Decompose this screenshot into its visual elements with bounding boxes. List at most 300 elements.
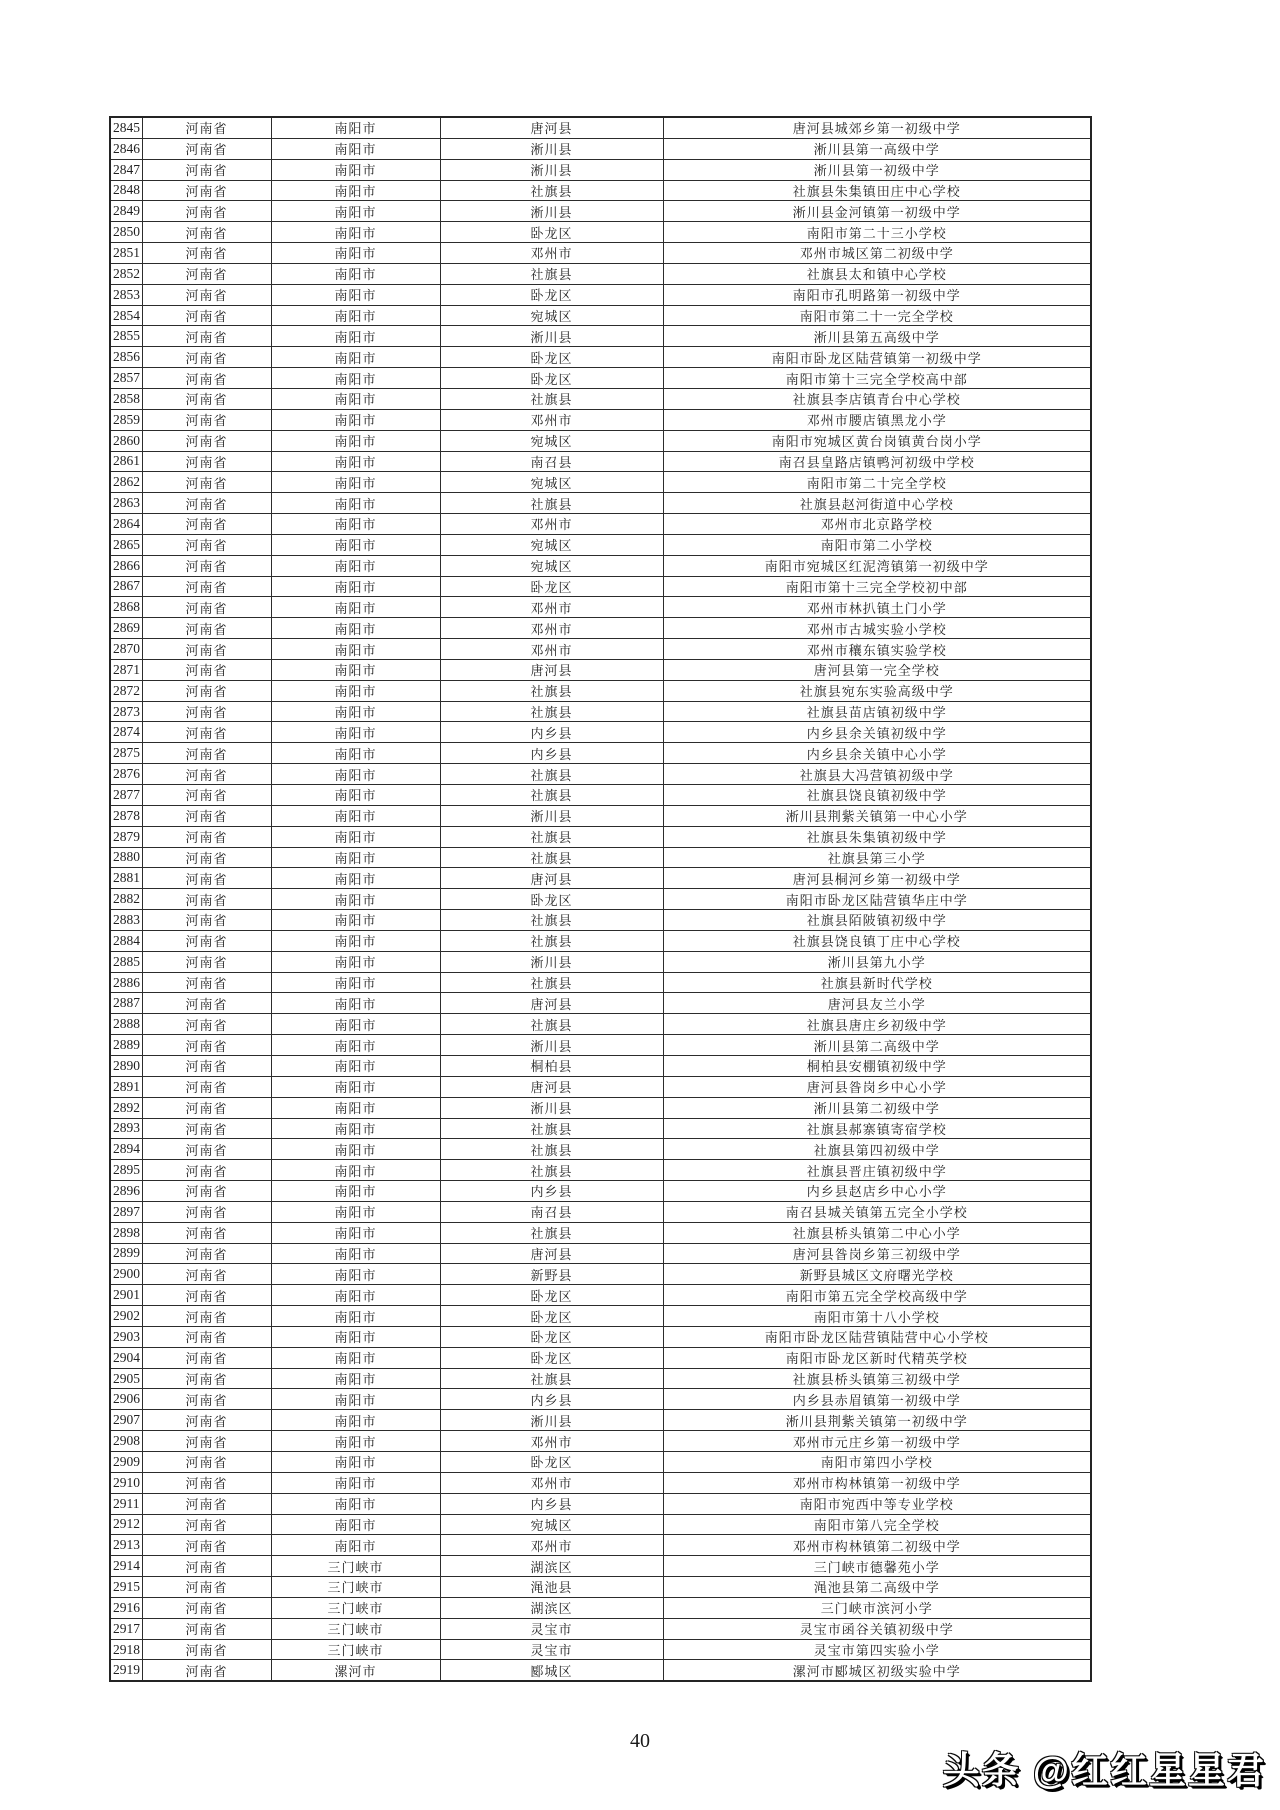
cell-city: 南阳市 — [271, 1160, 440, 1181]
table-row — [110, 430, 1091, 451]
cell-school: 内乡县赵店乡中心小学 — [663, 1181, 1091, 1202]
cell-province: 河南省 — [142, 1326, 271, 1347]
cell-city: 南阳市 — [271, 1472, 440, 1493]
cell-city: 南阳市 — [271, 1243, 440, 1264]
cell-county: 新野县 — [440, 1264, 663, 1285]
cell-city: 南阳市 — [271, 1097, 440, 1118]
cell-city: 三门峡市 — [271, 1597, 440, 1618]
cell-index: 2912 — [110, 1514, 142, 1535]
cell-index: 2895 — [110, 1160, 142, 1181]
cell-province: 河南省 — [142, 284, 271, 305]
cell-school: 淅川县第一高级中学 — [663, 138, 1091, 159]
cell-province: 河南省 — [142, 1452, 271, 1473]
table-row — [110, 201, 1091, 222]
table-row — [110, 1556, 1091, 1577]
cell-school: 社旗县大冯营镇初级中学 — [663, 764, 1091, 785]
cell-county: 唐河县 — [440, 868, 663, 889]
cell-index: 2866 — [110, 555, 142, 576]
cell-province: 河南省 — [142, 1493, 271, 1514]
cell-county: 邓州市 — [440, 1431, 663, 1452]
cell-city: 南阳市 — [271, 243, 440, 264]
cell-city: 南阳市 — [271, 889, 440, 910]
cell-school: 淅川县第五高级中学 — [663, 326, 1091, 347]
cell-school: 新野县城区文府曙光学校 — [663, 1264, 1091, 1285]
cell-county: 宛城区 — [440, 472, 663, 493]
cell-province: 河南省 — [142, 847, 271, 868]
table-row — [110, 743, 1091, 764]
cell-index: 2852 — [110, 263, 142, 284]
cell-city: 南阳市 — [271, 1055, 440, 1076]
cell-city: 南阳市 — [271, 409, 440, 430]
cell-county: 宛城区 — [440, 305, 663, 326]
cell-index: 2903 — [110, 1326, 142, 1347]
cell-city: 南阳市 — [271, 785, 440, 806]
table-row — [110, 1285, 1091, 1306]
cell-county: 唐河县 — [440, 117, 663, 138]
cell-index: 2869 — [110, 618, 142, 639]
cell-county: 桐柏县 — [440, 1055, 663, 1076]
cell-city: 南阳市 — [271, 472, 440, 493]
cell-index: 2898 — [110, 1222, 142, 1243]
cell-index: 2886 — [110, 972, 142, 993]
cell-index: 2915 — [110, 1577, 142, 1598]
cell-school: 社旗县桥头镇第二中心小学 — [663, 1222, 1091, 1243]
cell-province: 河南省 — [142, 1097, 271, 1118]
cell-index: 2855 — [110, 326, 142, 347]
table-row — [110, 722, 1091, 743]
cell-county: 邓州市 — [440, 409, 663, 430]
cell-province: 河南省 — [142, 493, 271, 514]
cell-county: 社旗县 — [440, 1118, 663, 1139]
table-row — [110, 222, 1091, 243]
table-row — [110, 930, 1091, 951]
cell-school: 南阳市第二小学校 — [663, 534, 1091, 555]
cell-province: 河南省 — [142, 618, 271, 639]
table-row — [110, 1514, 1091, 1535]
table-row — [110, 1076, 1091, 1097]
cell-school: 唐河县第一完全学校 — [663, 659, 1091, 680]
cell-school: 邓州市古城实验小学校 — [663, 618, 1091, 639]
cell-city: 南阳市 — [271, 201, 440, 222]
cell-county: 唐河县 — [440, 1243, 663, 1264]
table-row — [110, 1452, 1091, 1473]
cell-school: 邓州市腰店镇黑龙小学 — [663, 409, 1091, 430]
cell-province: 河南省 — [142, 1160, 271, 1181]
cell-school: 社旗县朱集镇初级中学 — [663, 826, 1091, 847]
cell-province: 河南省 — [142, 639, 271, 660]
table-row — [110, 868, 1091, 889]
cell-city: 南阳市 — [271, 159, 440, 180]
cell-school: 南阳市宛城区红泥湾镇第一初级中学 — [663, 555, 1091, 576]
cell-city: 南阳市 — [271, 1118, 440, 1139]
cell-index: 2918 — [110, 1639, 142, 1660]
cell-county: 社旗县 — [440, 930, 663, 951]
cell-index: 2896 — [110, 1181, 142, 1202]
table-row — [110, 514, 1091, 535]
table-row — [110, 1201, 1091, 1222]
cell-province: 河南省 — [142, 117, 271, 138]
cell-index: 2850 — [110, 222, 142, 243]
cell-city: 南阳市 — [271, 910, 440, 931]
cell-school: 淅川县荆紫关镇第一初级中学 — [663, 1410, 1091, 1431]
cell-index: 2872 — [110, 680, 142, 701]
cell-county: 宛城区 — [440, 534, 663, 555]
cell-city: 南阳市 — [271, 951, 440, 972]
cell-province: 河南省 — [142, 1535, 271, 1556]
cell-province: 河南省 — [142, 347, 271, 368]
cell-city: 南阳市 — [271, 826, 440, 847]
cell-index: 2884 — [110, 930, 142, 951]
cell-school: 社旗县晋庄镇初级中学 — [663, 1160, 1091, 1181]
cell-index: 2862 — [110, 472, 142, 493]
table-row — [110, 993, 1091, 1014]
cell-school: 邓州市元庄乡第一初级中学 — [663, 1431, 1091, 1452]
cell-city: 南阳市 — [271, 1514, 440, 1535]
cell-school: 社旗县第三小学 — [663, 847, 1091, 868]
table-row — [110, 1326, 1091, 1347]
cell-province: 河南省 — [142, 180, 271, 201]
table-row — [110, 555, 1091, 576]
cell-school: 社旗县郝寨镇寄宿学校 — [663, 1118, 1091, 1139]
table-row — [110, 1139, 1091, 1160]
table-row — [110, 701, 1091, 722]
cell-school: 淅川县第九小学 — [663, 951, 1091, 972]
cell-county: 社旗县 — [440, 972, 663, 993]
cell-county: 渑池县 — [440, 1577, 663, 1598]
cell-school: 南阳市宛西中等专业学校 — [663, 1493, 1091, 1514]
cell-province: 河南省 — [142, 472, 271, 493]
cell-index: 2917 — [110, 1618, 142, 1639]
cell-index: 2858 — [110, 388, 142, 409]
table-row — [110, 1347, 1091, 1368]
table-row — [110, 1160, 1091, 1181]
cell-city: 南阳市 — [271, 1285, 440, 1306]
cell-school: 南阳市第十三完全学校高中部 — [663, 368, 1091, 389]
cell-school: 南阳市第五完全学校高级中学 — [663, 1285, 1091, 1306]
table-row — [110, 1618, 1091, 1639]
cell-city: 南阳市 — [271, 701, 440, 722]
cell-city: 南阳市 — [271, 639, 440, 660]
cell-province: 河南省 — [142, 1264, 271, 1285]
cell-index: 2914 — [110, 1556, 142, 1577]
cell-county: 内乡县 — [440, 1493, 663, 1514]
cell-city: 南阳市 — [271, 1181, 440, 1202]
cell-city: 南阳市 — [271, 284, 440, 305]
cell-province: 河南省 — [142, 826, 271, 847]
table-row — [110, 409, 1091, 430]
cell-province: 河南省 — [142, 764, 271, 785]
cell-school: 南阳市第二十一完全学校 — [663, 305, 1091, 326]
cell-province: 河南省 — [142, 1618, 271, 1639]
cell-school: 淅川县第一初级中学 — [663, 159, 1091, 180]
cell-city: 南阳市 — [271, 493, 440, 514]
table-row — [110, 847, 1091, 868]
cell-school: 邓州市北京路学校 — [663, 514, 1091, 535]
cell-city: 南阳市 — [271, 1326, 440, 1347]
table-row — [110, 1577, 1091, 1598]
cell-index: 2916 — [110, 1597, 142, 1618]
cell-school: 社旗县陌陂镇初级中学 — [663, 910, 1091, 931]
cell-index: 2906 — [110, 1389, 142, 1410]
cell-province: 河南省 — [142, 1472, 271, 1493]
cell-city: 南阳市 — [271, 1389, 440, 1410]
cell-county: 社旗县 — [440, 785, 663, 806]
cell-index: 2851 — [110, 243, 142, 264]
cell-index: 2868 — [110, 597, 142, 618]
cell-school: 邓州市构林镇第一初级中学 — [663, 1472, 1091, 1493]
cell-index: 2859 — [110, 409, 142, 430]
table-row — [110, 1431, 1091, 1452]
cell-county: 淅川县 — [440, 1097, 663, 1118]
cell-province: 河南省 — [142, 889, 271, 910]
table-row — [110, 889, 1091, 910]
cell-county: 淅川县 — [440, 159, 663, 180]
table-row — [110, 576, 1091, 597]
cell-school: 灵宝市第四实验小学 — [663, 1639, 1091, 1660]
cell-province: 河南省 — [142, 1410, 271, 1431]
table-row — [110, 910, 1091, 931]
table-row — [110, 1597, 1091, 1618]
cell-province: 河南省 — [142, 743, 271, 764]
table-row — [110, 326, 1091, 347]
cell-province: 河南省 — [142, 305, 271, 326]
cell-index: 2863 — [110, 493, 142, 514]
cell-city: 南阳市 — [271, 534, 440, 555]
cell-province: 河南省 — [142, 1222, 271, 1243]
cell-county: 唐河县 — [440, 993, 663, 1014]
cell-index: 2880 — [110, 847, 142, 868]
cell-city: 南阳市 — [271, 868, 440, 889]
cell-school: 桐柏县安棚镇初级中学 — [663, 1055, 1091, 1076]
cell-index: 2845 — [110, 117, 142, 138]
cell-province: 河南省 — [142, 993, 271, 1014]
cell-index: 2870 — [110, 639, 142, 660]
cell-province: 河南省 — [142, 1514, 271, 1535]
table-row — [110, 117, 1091, 138]
cell-county: 灵宝市 — [440, 1639, 663, 1660]
cell-county: 社旗县 — [440, 764, 663, 785]
cell-school: 南阳市第二十三小学校 — [663, 222, 1091, 243]
cell-school: 唐河县昝岗乡第三初级中学 — [663, 1243, 1091, 1264]
cell-index: 2861 — [110, 451, 142, 472]
cell-province: 河南省 — [142, 910, 271, 931]
cell-province: 河南省 — [142, 1181, 271, 1202]
table-row — [110, 1243, 1091, 1264]
table-row — [110, 1306, 1091, 1327]
table-row — [110, 1368, 1091, 1389]
cell-city: 南阳市 — [271, 1410, 440, 1431]
table-row — [110, 1535, 1091, 1556]
table-row — [110, 1055, 1091, 1076]
cell-school: 邓州市城区第二初级中学 — [663, 243, 1091, 264]
cell-school: 内乡县余关镇初级中学 — [663, 722, 1091, 743]
cell-county: 社旗县 — [440, 388, 663, 409]
table-row — [110, 597, 1091, 618]
cell-city: 南阳市 — [271, 305, 440, 326]
cell-index: 2885 — [110, 951, 142, 972]
cell-school: 唐河县城郊乡第一初级中学 — [663, 117, 1091, 138]
table-row — [110, 1035, 1091, 1056]
cell-county: 卧龙区 — [440, 284, 663, 305]
cell-county: 社旗县 — [440, 680, 663, 701]
cell-school: 三门峡市德馨苑小学 — [663, 1556, 1091, 1577]
cell-school: 南阳市卧龙区陆营镇华庄中学 — [663, 889, 1091, 910]
cell-county: 淅川县 — [440, 1035, 663, 1056]
table-row — [110, 388, 1091, 409]
cell-province: 河南省 — [142, 576, 271, 597]
cell-school: 淅川县第二初级中学 — [663, 1097, 1091, 1118]
cell-province: 河南省 — [142, 430, 271, 451]
table-row — [110, 305, 1091, 326]
cell-school: 社旗县饶良镇初级中学 — [663, 785, 1091, 806]
table-row — [110, 618, 1091, 639]
cell-province: 河南省 — [142, 1660, 271, 1681]
cell-school: 南阳市卧龙区陆营镇陆营中心小学校 — [663, 1326, 1091, 1347]
cell-county: 卧龙区 — [440, 889, 663, 910]
cell-index: 2849 — [110, 201, 142, 222]
cell-city: 南阳市 — [271, 743, 440, 764]
cell-province: 河南省 — [142, 1035, 271, 1056]
cell-city: 南阳市 — [271, 659, 440, 680]
cell-city: 南阳市 — [271, 117, 440, 138]
table-row — [110, 1410, 1091, 1431]
table-row — [110, 1264, 1091, 1285]
cell-county: 卧龙区 — [440, 368, 663, 389]
cell-index: 2904 — [110, 1347, 142, 1368]
cell-school: 邓州市构林镇第二初级中学 — [663, 1535, 1091, 1556]
cell-index: 2887 — [110, 993, 142, 1014]
table-row — [110, 826, 1091, 847]
cell-index: 2899 — [110, 1243, 142, 1264]
cell-county: 卧龙区 — [440, 1347, 663, 1368]
cell-index: 2909 — [110, 1452, 142, 1473]
cell-province: 河南省 — [142, 701, 271, 722]
cell-city: 南阳市 — [271, 1535, 440, 1556]
table-row — [110, 1181, 1091, 1202]
table-row — [110, 951, 1091, 972]
cell-province: 河南省 — [142, 659, 271, 680]
cell-province: 河南省 — [142, 451, 271, 472]
cell-index: 2882 — [110, 889, 142, 910]
watermark: 头条 @红红星星君 — [942, 1750, 1266, 1791]
cell-city: 南阳市 — [271, 993, 440, 1014]
cell-city: 南阳市 — [271, 930, 440, 951]
cell-city: 南阳市 — [271, 722, 440, 743]
cell-index: 2902 — [110, 1306, 142, 1327]
table-row — [110, 180, 1091, 201]
cell-school: 淅川县荆紫关镇第一中心小学 — [663, 805, 1091, 826]
cell-city: 南阳市 — [271, 847, 440, 868]
cell-index: 2860 — [110, 430, 142, 451]
school-table — [109, 116, 1092, 1682]
cell-county: 卧龙区 — [440, 1306, 663, 1327]
cell-county: 社旗县 — [440, 1014, 663, 1035]
cell-province: 河南省 — [142, 868, 271, 889]
cell-index: 2846 — [110, 138, 142, 159]
cell-province: 河南省 — [142, 1347, 271, 1368]
cell-index: 2879 — [110, 826, 142, 847]
table-row — [110, 1222, 1091, 1243]
cell-province: 河南省 — [142, 159, 271, 180]
cell-index: 2908 — [110, 1431, 142, 1452]
cell-school: 南阳市宛城区黄台岗镇黄台岗小学 — [663, 430, 1091, 451]
cell-city: 南阳市 — [271, 1076, 440, 1097]
table-row — [110, 138, 1091, 159]
cell-city: 南阳市 — [271, 347, 440, 368]
cell-school: 南阳市第二十完全学校 — [663, 472, 1091, 493]
cell-county: 卧龙区 — [440, 1285, 663, 1306]
cell-index: 2867 — [110, 576, 142, 597]
cell-city: 三门峡市 — [271, 1639, 440, 1660]
cell-school: 邓州市穰东镇实验学校 — [663, 639, 1091, 660]
cell-school: 南阳市卧龙区陆营镇第一初级中学 — [663, 347, 1091, 368]
cell-index: 2900 — [110, 1264, 142, 1285]
cell-city: 南阳市 — [271, 1201, 440, 1222]
cell-index: 2871 — [110, 659, 142, 680]
cell-school: 社旗县唐庄乡初级中学 — [663, 1014, 1091, 1035]
cell-school: 三门峡市滨河小学 — [663, 1597, 1091, 1618]
cell-city: 南阳市 — [271, 1368, 440, 1389]
table-row — [110, 785, 1091, 806]
cell-school: 渑池县第二高级中学 — [663, 1577, 1091, 1598]
cell-province: 河南省 — [142, 1639, 271, 1660]
cell-city: 三门峡市 — [271, 1577, 440, 1598]
cell-county: 宛城区 — [440, 555, 663, 576]
cell-city: 漯河市 — [271, 1660, 440, 1681]
cell-county: 社旗县 — [440, 1139, 663, 1160]
cell-province: 河南省 — [142, 1118, 271, 1139]
cell-school: 社旗县赵河街道中心学校 — [663, 493, 1091, 514]
cell-city: 南阳市 — [271, 576, 440, 597]
table-row — [110, 284, 1091, 305]
cell-county: 邓州市 — [440, 639, 663, 660]
cell-county: 卧龙区 — [440, 1326, 663, 1347]
cell-city: 南阳市 — [271, 805, 440, 826]
cell-school: 社旗县第四初级中学 — [663, 1139, 1091, 1160]
table-row — [110, 1389, 1091, 1410]
cell-county: 卧龙区 — [440, 576, 663, 597]
cell-county: 社旗县 — [440, 1160, 663, 1181]
cell-index: 2875 — [110, 743, 142, 764]
table-row — [110, 1493, 1091, 1514]
cell-province: 河南省 — [142, 1597, 271, 1618]
cell-school: 唐河县友兰小学 — [663, 993, 1091, 1014]
cell-province: 河南省 — [142, 785, 271, 806]
cell-school: 内乡县赤眉镇第一初级中学 — [663, 1389, 1091, 1410]
cell-province: 河南省 — [142, 722, 271, 743]
cell-county: 淅川县 — [440, 138, 663, 159]
cell-school: 南阳市第八完全学校 — [663, 1514, 1091, 1535]
cell-city: 南阳市 — [271, 138, 440, 159]
cell-index: 2893 — [110, 1118, 142, 1139]
cell-county: 宛城区 — [440, 1514, 663, 1535]
cell-school: 社旗县宛东实验高级中学 — [663, 680, 1091, 701]
cell-province: 河南省 — [142, 1055, 271, 1076]
cell-county: 湖滨区 — [440, 1597, 663, 1618]
cell-school: 邓州市林扒镇土门小学 — [663, 597, 1091, 618]
cell-index: 2907 — [110, 1410, 142, 1431]
cell-county: 邓州市 — [440, 243, 663, 264]
cell-index: 2919 — [110, 1660, 142, 1681]
cell-index: 2864 — [110, 514, 142, 535]
cell-county: 南召县 — [440, 1201, 663, 1222]
cell-county: 邓州市 — [440, 514, 663, 535]
cell-province: 河南省 — [142, 930, 271, 951]
cell-school: 社旗县桥头镇第三初级中学 — [663, 1368, 1091, 1389]
cell-county: 淅川县 — [440, 805, 663, 826]
cell-province: 河南省 — [142, 1556, 271, 1577]
table-row — [110, 972, 1091, 993]
